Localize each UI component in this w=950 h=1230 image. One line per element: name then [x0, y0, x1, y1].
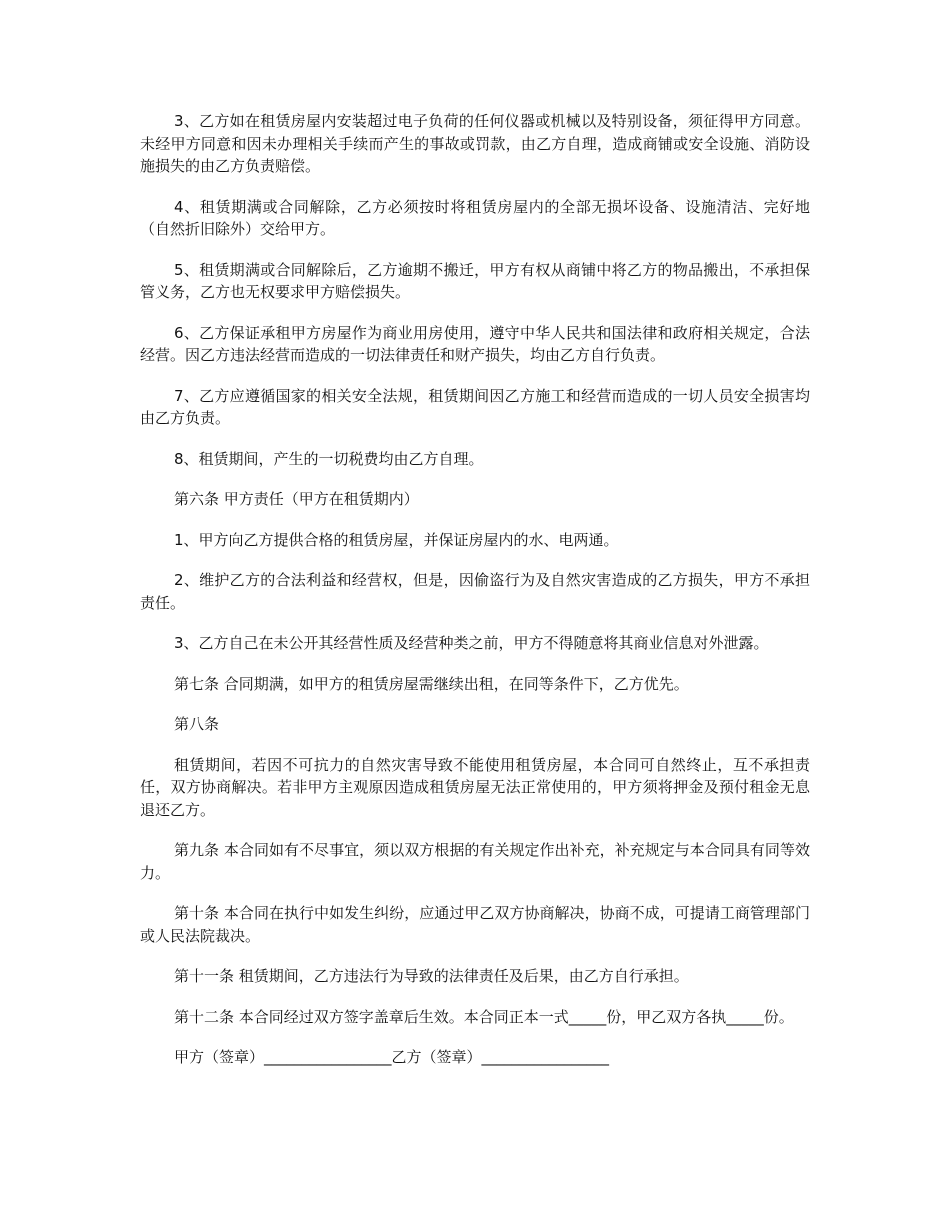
clause-3-equipment: 3、乙方如在租赁房屋内安装超过电子负荷的任何仪器或机械以及特别设备，须征得甲方同意。未经甲方同意和因未办理相关手续而产生的事故或罚款，由乙方自理，造成商铺或安全设施、消防设施损失的由乙方负责赔偿。: [140, 112, 810, 175]
article-10: 第十条 本合同在执行中如发生纠纷，应通过甲乙双方协商解决，协商不成，可提请工商管理部门或人民法院裁决。: [140, 904, 810, 945]
article-12: 第十二条 本合同经过双方签字盖章后生效。本合同正本一式_____份，甲乙双方各执_____份。: [174, 1007, 794, 1026]
article-6-item-2: 2、维护乙方的合法利益和经营权，但是，因偷盗行为及自然灾害造成的乙方损失，甲方不承担责任。: [140, 571, 810, 612]
article-8-body: 租赁期间，若因不可抗力的自然灾害导致不能使用租赁房屋，本合同可自然终止，互不承担责任，双方协商解决。若非甲方主观原因造成租赁房屋无法正常使用的，甲方须将押金及预付租金无息退还乙方。: [140, 755, 810, 819]
clause-8-taxes: 8、租赁期间，产生的一切税费均由乙方自理。: [174, 449, 484, 468]
article-6-heading: 第六条 甲方责任（甲方在租赁期内）: [174, 490, 419, 508]
article-7: 第七条 合同期满，如甲方的租赁房屋需继续出租，在同等条件下，乙方优先。: [174, 674, 689, 693]
clause-6-commercial-use: 6、乙方保证承租甲方房屋作为商业用房使用，遵守中华人民共和国法律和政府相关规定，合法经营。因乙方违法经营而造成的一切法律责任和财产损失，均由乙方自行负责。: [140, 323, 810, 364]
clause-4-return-premises: 4、租赁期满或合同解除，乙方必须按时将租赁房屋内的全部无损坏设备、设施清洁、完好地（自然折旧除外）交给甲方。: [140, 197, 810, 238]
article-11: 第十一条 租赁期间，乙方违法行为导致的法律责任及后果，由乙方自行承担。: [174, 967, 689, 985]
document-body: [140, 110, 810, 1069]
clause-7-safety: 7、乙方应遵循国家的相关安全法规，租赁期间因乙方施工和经营而造成的一切人员安全损害均由乙方负责。: [140, 386, 810, 427]
clause-5-overdue-removal: 5、租赁期满或合同解除后，乙方逾期不搬迁，甲方有权从商铺中将乙方的物品搬出，不承担保管义务，乙方也无权要求甲方赔偿损失。: [140, 260, 810, 301]
article-6-item-1: 1、甲方向乙方提供合格的租赁房屋，并保证房屋内的水、电两通。: [174, 530, 619, 549]
signature-line: 甲方（签章）_________________乙方（签章）_________________: [174, 1048, 610, 1066]
article-9: 第九条 本合同如有不尽事宜，须以双方根据的有关规定作出补充，补充规定与本合同具有同等效力。: [140, 841, 810, 882]
article-8-heading: 第八条: [174, 715, 220, 733]
article-6-item-3: 3、乙方自己在未公开其经营性质及经营种类之前，甲方不得随意将其商业信息对外泄露。: [174, 634, 769, 652]
